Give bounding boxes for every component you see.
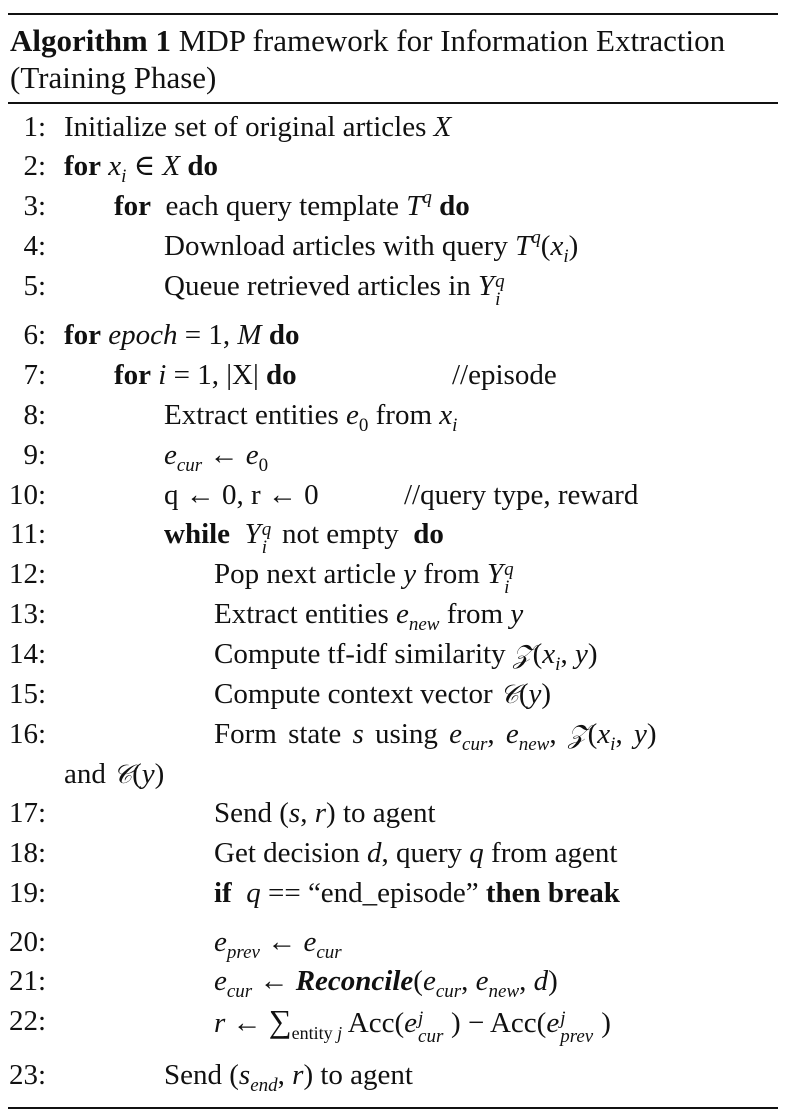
algorithm-caption bbox=[10, 22, 776, 96]
line-code: $e_{prev}$ ← $e_{cur}$ bbox=[214, 926, 342, 963]
algorithm-line-11 bbox=[0, 514, 786, 558]
algorithm-line-9 bbox=[0, 435, 786, 475]
algorithm-title: MDP framework for Information Extraction (Training Phase) bbox=[10, 23, 726, 95]
top-rule bbox=[8, 13, 778, 15]
algorithm-line-8 bbox=[0, 395, 786, 435]
line-number: 20: bbox=[8, 926, 46, 958]
algorithm-line-18 bbox=[0, 833, 786, 873]
line-number: 1: bbox=[23, 111, 46, 143]
line-code: Send ($s_{end}$, r) to agent bbox=[164, 1059, 413, 1096]
line-number: 19: bbox=[8, 877, 46, 909]
line-code: q ← 0, r ← 0 bbox=[164, 479, 319, 511]
line-code: for each query template $T^q$ do bbox=[114, 187, 470, 222]
algorithm-line-7 bbox=[0, 355, 786, 395]
algorithm-line-15 bbox=[0, 674, 786, 714]
line-number: 23: bbox=[8, 1059, 46, 1091]
line-number: 12: bbox=[8, 558, 46, 590]
algorithm-line-1 bbox=[0, 107, 786, 147]
line-code: Initialize set of original articles X bbox=[64, 111, 452, 143]
algorithm-line-19 bbox=[0, 873, 786, 913]
algorithm-line-17 bbox=[0, 793, 786, 833]
algorithm-line-10 bbox=[0, 475, 786, 515]
algorithm-line-22 bbox=[0, 1001, 786, 1047]
line-number: 6: bbox=[23, 319, 46, 351]
line-number: 22: bbox=[8, 1005, 46, 1037]
line-number: 10: bbox=[8, 479, 46, 511]
line-code: if q == “end_episode” then break bbox=[214, 877, 620, 909]
line-code: for epoch = 1, M do bbox=[64, 319, 300, 351]
line-number: 5: bbox=[23, 270, 46, 302]
algorithm-line-5 bbox=[0, 266, 786, 310]
algorithm-line-16-continuation bbox=[0, 754, 786, 794]
line-code: and 𝒞(y) bbox=[64, 758, 165, 790]
line-number: 17: bbox=[8, 797, 46, 829]
algorithm-line-16 bbox=[0, 714, 786, 754]
algorithm-line-23 bbox=[0, 1055, 786, 1095]
algorithm-line-4 bbox=[0, 226, 786, 266]
line-number: 21: bbox=[8, 965, 46, 997]
line-code: Extract entities $e_0$ from $x_i$ bbox=[164, 399, 458, 436]
algorithm-line-14 bbox=[0, 634, 786, 674]
line-number: 3: bbox=[23, 190, 46, 222]
comment-episode: //episode bbox=[452, 359, 557, 391]
line-number: 9: bbox=[23, 439, 46, 471]
line-code: Get decision d, query q from agent bbox=[214, 837, 618, 869]
line-number: 16: bbox=[8, 718, 46, 750]
line-number: 11: bbox=[10, 518, 46, 550]
line-number: 2: bbox=[23, 150, 46, 182]
line-number: 13: bbox=[8, 598, 46, 630]
algorithm-line-21 bbox=[0, 961, 786, 1001]
line-number: 7: bbox=[23, 359, 46, 391]
comment-query-reward: //query type, reward bbox=[404, 479, 639, 511]
algorithm-line-12 bbox=[0, 554, 786, 598]
bottom-rule bbox=[8, 1107, 778, 1109]
algorithm-line-13 bbox=[0, 594, 786, 634]
line-code: $e_{cur}$ ← $e_0$ bbox=[164, 439, 269, 476]
line-code: $e_{cur}$ ← $Reconcile(e_{cur}$, $e_{new}$, d) bbox=[214, 965, 558, 1002]
line-number: 15: bbox=[8, 678, 46, 710]
line-code: Form state s using $e_{cur}$, $e_{new}$, $𝒵(x_i$, y) bbox=[214, 718, 657, 755]
algorithm-line-20 bbox=[0, 922, 786, 962]
caption-rule bbox=[8, 102, 778, 104]
line-code: Compute tf-idf similarity $𝒵(x_i$, y) bbox=[214, 638, 598, 675]
algorithm-line-3 bbox=[0, 186, 786, 226]
line-code: Send (s, r) to agent bbox=[214, 797, 436, 829]
line-code: for i = 1, |X| do bbox=[114, 359, 297, 391]
line-number: 14: bbox=[8, 638, 46, 670]
line-code: Download articles with query $T^q(x_i)$ bbox=[164, 227, 579, 267]
line-code: r ← $\sum_{entity j}$ Acc(e j cur ) − Acc(e j prev ) bbox=[214, 1003, 611, 1047]
line-number: 4: bbox=[23, 230, 46, 262]
algorithm-line-2 bbox=[0, 146, 786, 186]
line-code: Extract entities $e_{new}$ from y bbox=[214, 598, 524, 635]
line-code: for $x_i$ ∈ X do bbox=[64, 150, 219, 187]
line-number: 8: bbox=[23, 399, 46, 431]
line-code: while Y q i not empty do bbox=[164, 518, 444, 558]
line-code: Pop next article y from Y q i bbox=[214, 558, 514, 598]
algorithm-label: Algorithm 1 bbox=[10, 23, 172, 58]
line-code: Queue retrieved articles in Y q i bbox=[164, 270, 505, 310]
line-code: Compute context vector 𝒞(y) bbox=[214, 678, 552, 710]
line-number: 18: bbox=[8, 837, 46, 869]
algorithm-line-6 bbox=[0, 315, 786, 355]
